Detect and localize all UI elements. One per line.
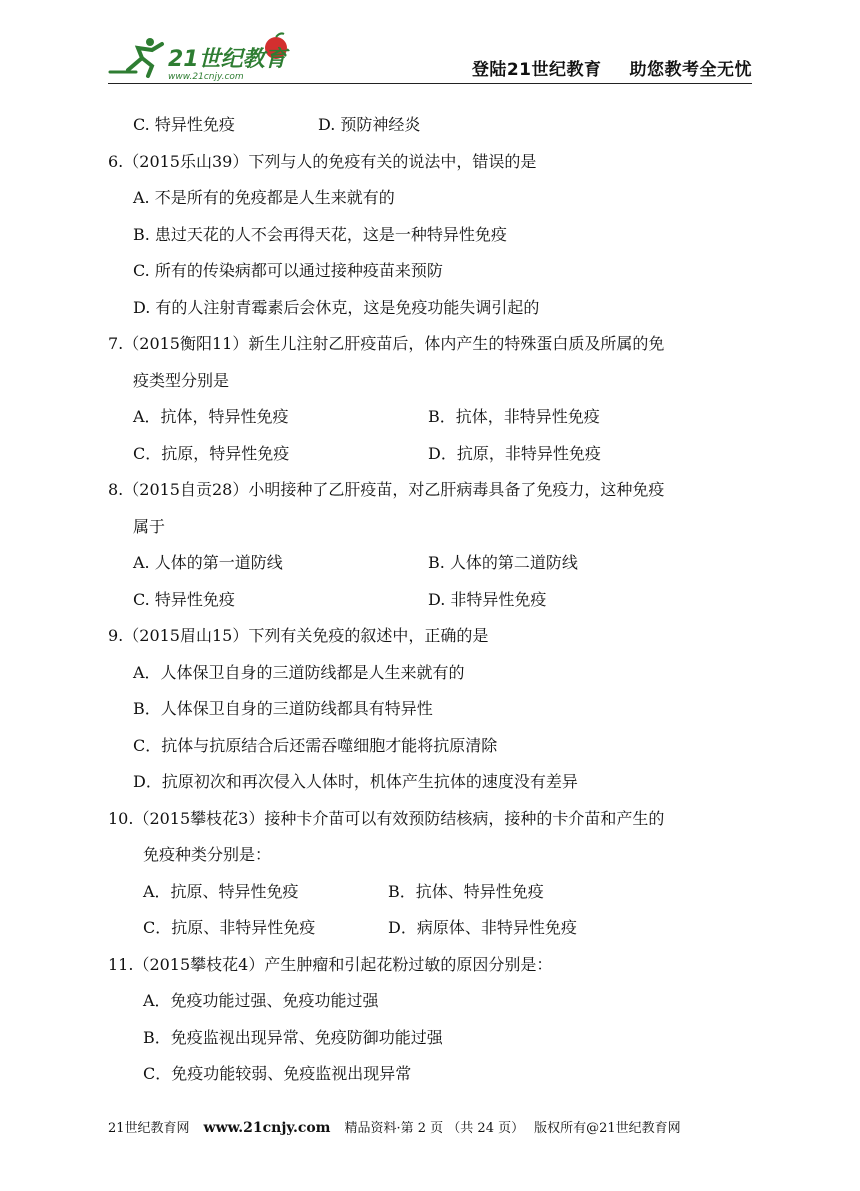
header-divider xyxy=(108,83,752,84)
q5-options-cd xyxy=(108,107,753,144)
q6-option-b: B. 患过天花的人不会再得天花，这是一种特异性免疫 xyxy=(133,224,507,244)
q8-option-a: A. 人体的第一道防线 xyxy=(133,553,283,572)
q7-option-b: B．抗体，非特异性免疫 xyxy=(428,407,600,426)
q8-option-c: C. 特异性免疫 xyxy=(133,589,235,609)
footer-page-info: 精品资料·第 2 页 （共 24 页） xyxy=(344,1121,525,1136)
q10-option-d: D．病原体、非特异性免疫 xyxy=(388,918,577,937)
q7-stem: 7.（2015衡阳11）新生儿注射乙肝疫苗后，体内产生的特殊蛋白质及所属的免 xyxy=(108,334,665,353)
q7-options-cd xyxy=(108,436,753,473)
q7-options-ab xyxy=(108,399,753,436)
q11-option-a: A．免疫功能过强、免疫功能过强 xyxy=(143,991,379,1010)
footer-copyright: 版权所有@21世纪教育网 xyxy=(534,1121,681,1136)
q7-stem-cont: 疫类型分别是 xyxy=(133,370,230,390)
q9-option-d: D．抗原初次和再次侵入人体时，机体产生抗体的速度没有差异 xyxy=(133,772,578,791)
svg-text:21世纪教育: 21世纪教育 xyxy=(168,47,287,72)
q8-stem: 8.（2015自贡28）小明接种了乙肝疫苗，对乙肝病毒具备了免疫力，这种免疫 xyxy=(108,480,665,499)
svg-text:www.21cnjy.com: www.21cnjy.com xyxy=(168,72,244,82)
q8-stem-cont: 属于 xyxy=(133,516,166,536)
q10-options-cd xyxy=(108,910,753,947)
logo xyxy=(108,32,308,82)
q9-option-a: A．人体保卫自身的三道防线都是人生来就有的 xyxy=(133,662,465,682)
q10-option-b: B．抗体、特异性免疫 xyxy=(388,881,544,901)
q7-option-d: D．抗原，非特异性免疫 xyxy=(428,443,601,463)
page-footer xyxy=(108,1117,752,1136)
q9-option-c: C．抗体与抗原结合后还需吞噬细胞才能将抗原清除 xyxy=(133,735,498,755)
q11-option-c: C．免疫功能较弱、免疫监视出现异常 xyxy=(143,1064,412,1083)
q6-option-d: D. 有的人注射青霉素后会休克，这是免疫功能失调引起的 xyxy=(133,297,540,317)
q10-stem-cont: 免疫种类分别是： xyxy=(143,845,272,864)
q10-option-c: C．抗原、非特异性免疫 xyxy=(143,918,316,937)
q10-stem: 10.（2015攀枝花3）接种卡介苗可以有效预防结核病，接种的卡介苗和产生的 xyxy=(108,808,665,828)
footer-org: 21世纪教育网 xyxy=(108,1121,190,1136)
footer-site-link[interactable]: www.21cnjy.com xyxy=(203,1120,331,1136)
q10-option-a: A．抗原、特异性免疫 xyxy=(143,881,299,901)
header-slogan xyxy=(472,55,752,80)
q9-option-b: B．人体保卫自身的三道防线都具有特异性 xyxy=(133,699,433,718)
q11-stem: 11.（2015攀枝花4）产生肿瘤和引起花粉过敏的原因分别是： xyxy=(108,954,553,974)
q6-option-a: A. 不是所有的免疫都是人生来就有的 xyxy=(133,188,395,207)
q9-stem: 9.（2015眉山15）下列有关免疫的叙述中，正确的是 xyxy=(108,626,489,645)
page-header xyxy=(0,0,860,90)
slogan-left: 登陆21世纪教育 xyxy=(471,60,602,80)
question-list xyxy=(108,107,753,1093)
q8-options-ab xyxy=(108,545,753,582)
q8-option-d: D. 非特异性免疫 xyxy=(428,589,547,609)
q5-option-d: D. 预防神经炎 xyxy=(318,115,421,134)
q5-option-c: C. 特异性免疫 xyxy=(133,115,235,134)
q6-option-c: C. 所有的传染病都可以通过接种疫苗来预防 xyxy=(133,261,443,280)
q8-options-cd xyxy=(108,582,753,619)
q7-option-c: C．抗原，特异性免疫 xyxy=(133,443,290,463)
q6-stem: 6.（2015乐山39）下列与人的免疫有关的说法中，错误的是 xyxy=(108,151,537,171)
q8-option-b: B. 人体的第二道防线 xyxy=(428,553,578,572)
runner-icon xyxy=(110,38,162,76)
slogan-right: 助您教考全无忧 xyxy=(629,60,752,80)
q11-option-b: B．免疫监视出现异常、免疫防御功能过强 xyxy=(143,1027,443,1047)
q10-options-ab xyxy=(108,874,753,911)
q7-option-a: A．抗体，特异性免疫 xyxy=(133,407,289,426)
